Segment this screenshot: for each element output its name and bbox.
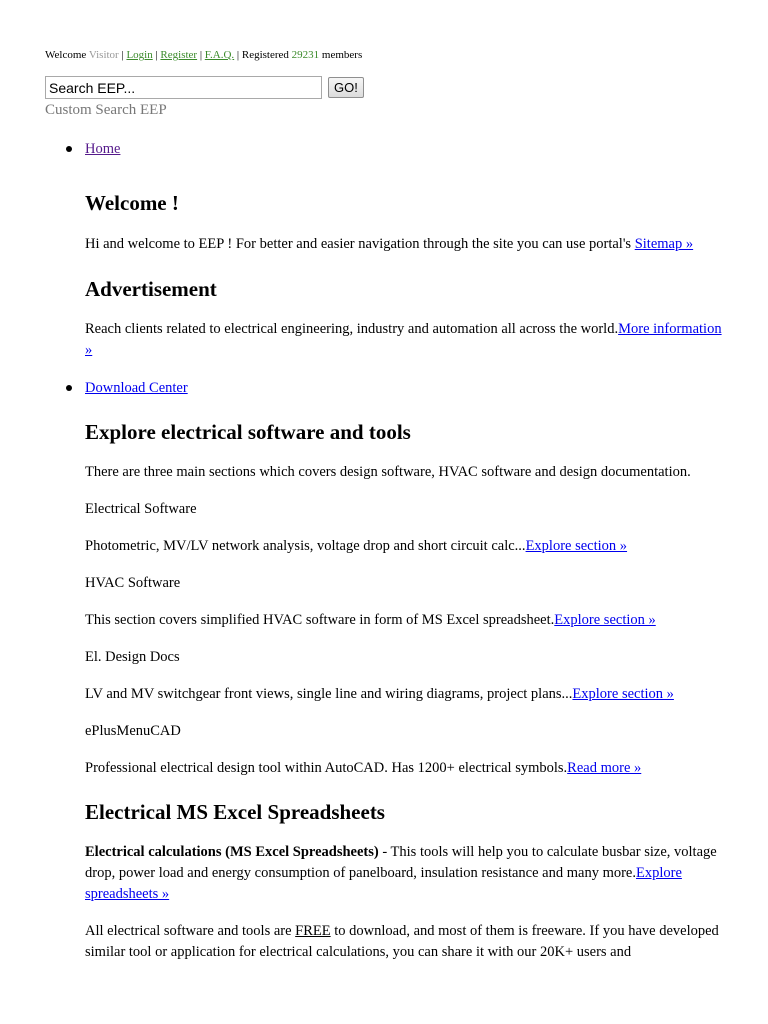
section-description [85, 536, 725, 557]
excel-heading: Electrical MS Excel Spreadsheets [85, 800, 385, 824]
explore-heading: Explore electrical software and tools [85, 420, 411, 444]
section-desc-text: LV and MV switchgear front views, single line and wiring diagrams, project plans... [85, 686, 573, 702]
section-name: HVAC Software [85, 575, 181, 591]
welcome-message: Hi and welcome to EEP ! For better and easier navigation through the site you can use portal's [85, 236, 635, 252]
section-name: ePlusMenuCAD [85, 723, 181, 739]
separator: | [121, 49, 124, 61]
welcome-heading: Welcome ! [85, 191, 179, 215]
separator: | [199, 49, 203, 61]
go-button[interactable]: GO! [328, 77, 364, 98]
login-link[interactable]: Login [126, 49, 153, 61]
section-description [85, 610, 725, 631]
section-name: El. Design Docs [85, 649, 180, 665]
advertisement-heading: Advertisement [85, 277, 217, 301]
main-content [85, 138, 725, 963]
separator: | [155, 49, 158, 61]
section-desc-text: Professional electrical design tool within AutoCAD. Has 1200+ electrical symbols. [85, 760, 568, 776]
explore-intro: There are three main sections which covers design software, HVAC software and design documentation. [85, 464, 691, 480]
registered-label: Registered [241, 49, 289, 61]
section-name: Electrical Software [85, 501, 197, 517]
explore-electrical-software-link[interactable]: Explore section » [525, 538, 628, 554]
free-pre: All electrical software and tools are [85, 923, 296, 939]
home-link[interactable]: Home [85, 141, 121, 157]
advertisement-message: Reach clients related to electrical engineering, industry and automation all across the world. [85, 321, 619, 337]
member-count: 29231 [291, 49, 320, 61]
excel-desc-text: - This tools will help you to calculate busbar size, voltage drop, power load and energy consumption of panelboard, insulation resistance and many more. [85, 844, 717, 881]
section-desc-text: This section covers simplified HVAC software in form of MS Excel spreadsheet. [85, 612, 555, 628]
free-tools-text [85, 921, 725, 963]
excel-lead: Electrical calculations (MS Excel Spreadsheets) [85, 844, 379, 860]
members-label: members [321, 49, 363, 61]
explore-hvac-software-link[interactable]: Explore section » [554, 612, 656, 628]
more-information-link[interactable]: More information » [85, 321, 722, 358]
search-input[interactable] [45, 76, 322, 99]
welcome-text: Welcome [45, 49, 87, 61]
visitor-name: Visitor [88, 49, 119, 61]
section-description [85, 758, 725, 779]
faq-link[interactable]: F.A.Q. [204, 49, 235, 61]
download-center-link[interactable]: Download Center [85, 380, 188, 396]
search-form [45, 76, 385, 99]
welcome-text [85, 234, 725, 255]
excel-description [85, 842, 725, 905]
sitemap-link[interactable]: Sitemap » [634, 236, 694, 252]
nav-item-home [85, 138, 725, 160]
separator: | [236, 49, 240, 61]
user-status-bar [45, 49, 362, 61]
nav-item-download-center [85, 377, 725, 399]
register-link[interactable]: Register [160, 49, 198, 61]
free-post: to download, and most of them is freeware. If you have developed similar tool or application for electrical calculations, you can share it with our 20K+ users and [85, 923, 719, 960]
read-more-eplusmenucad-link[interactable]: Read more » [567, 760, 642, 776]
explore-spreadsheets-link[interactable]: Explore spreadsheets » [85, 865, 682, 902]
advertisement-text [85, 319, 725, 361]
section-desc-text: Photometric, MV/LV network analysis, voltage drop and short circuit calc... [85, 538, 526, 554]
custom-search-label: Custom Search EEP [45, 102, 167, 118]
free-word: FREE [295, 923, 331, 939]
section-description [85, 684, 725, 705]
explore-design-docs-link[interactable]: Explore section » [572, 686, 674, 702]
